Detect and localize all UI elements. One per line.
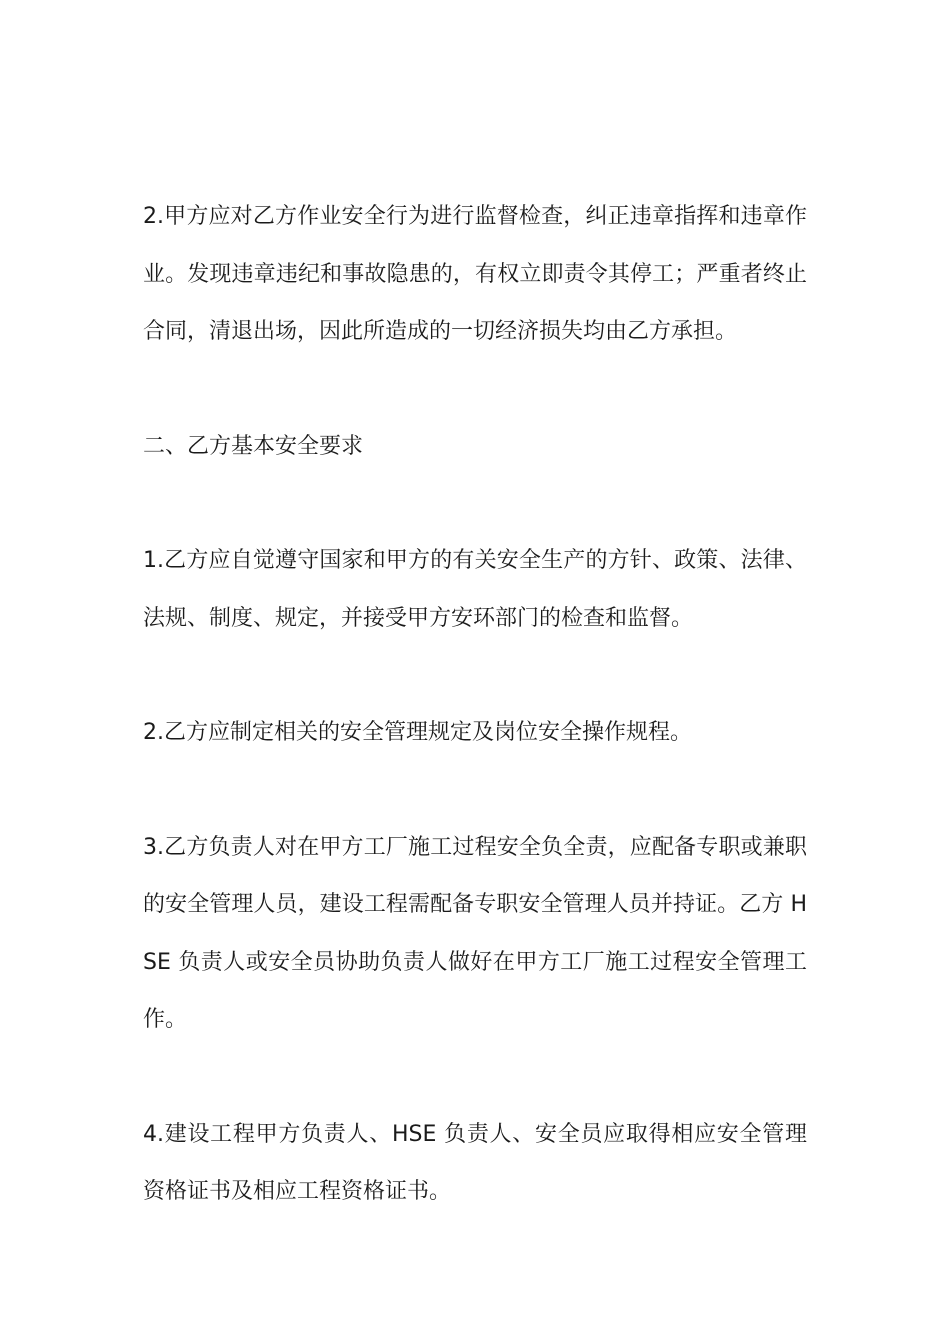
section-heading-basic-safety: 二、乙方基本安全要求 (143, 433, 364, 459)
document-body (143, 188, 807, 1221)
paragraph-compliance: 1.乙方应自觉遵守国家和甲方的有关安全生产的方针、政策、法律、法规、制度、规定，并接受甲方安环部门的检查和监督。 (143, 548, 807, 631)
paragraph-regulations: 2.乙方应制定相关的安全管理规定及岗位安全操作规程。 (143, 720, 692, 745)
paragraph-responsibility: 3.乙方负责人对在甲方工厂施工过程安全负全责，应配备专职或兼职的安全管理人员，建设工程需配备专职安全管理人员并持证。乙方 HSE 负责人或安全员协助负责人做好在甲方工厂施工过程安全管理工作。 (143, 834, 807, 1032)
paragraph-certification: 4.建设工程甲方负责人、HSE 负责人、安全员应取得相应安全管理资格证书及相应工程资格证书。 (143, 1121, 807, 1204)
paragraph-supervision: 2.甲方应对乙方作业安全行为进行监督检查，纠正违章指挥和违章作业。发现违章违纪和事故隐患的，有权立即责令其停工；严重者终止合同，清退出场，因此所造成的一切经济损失均由乙方承担。 (143, 204, 807, 344)
